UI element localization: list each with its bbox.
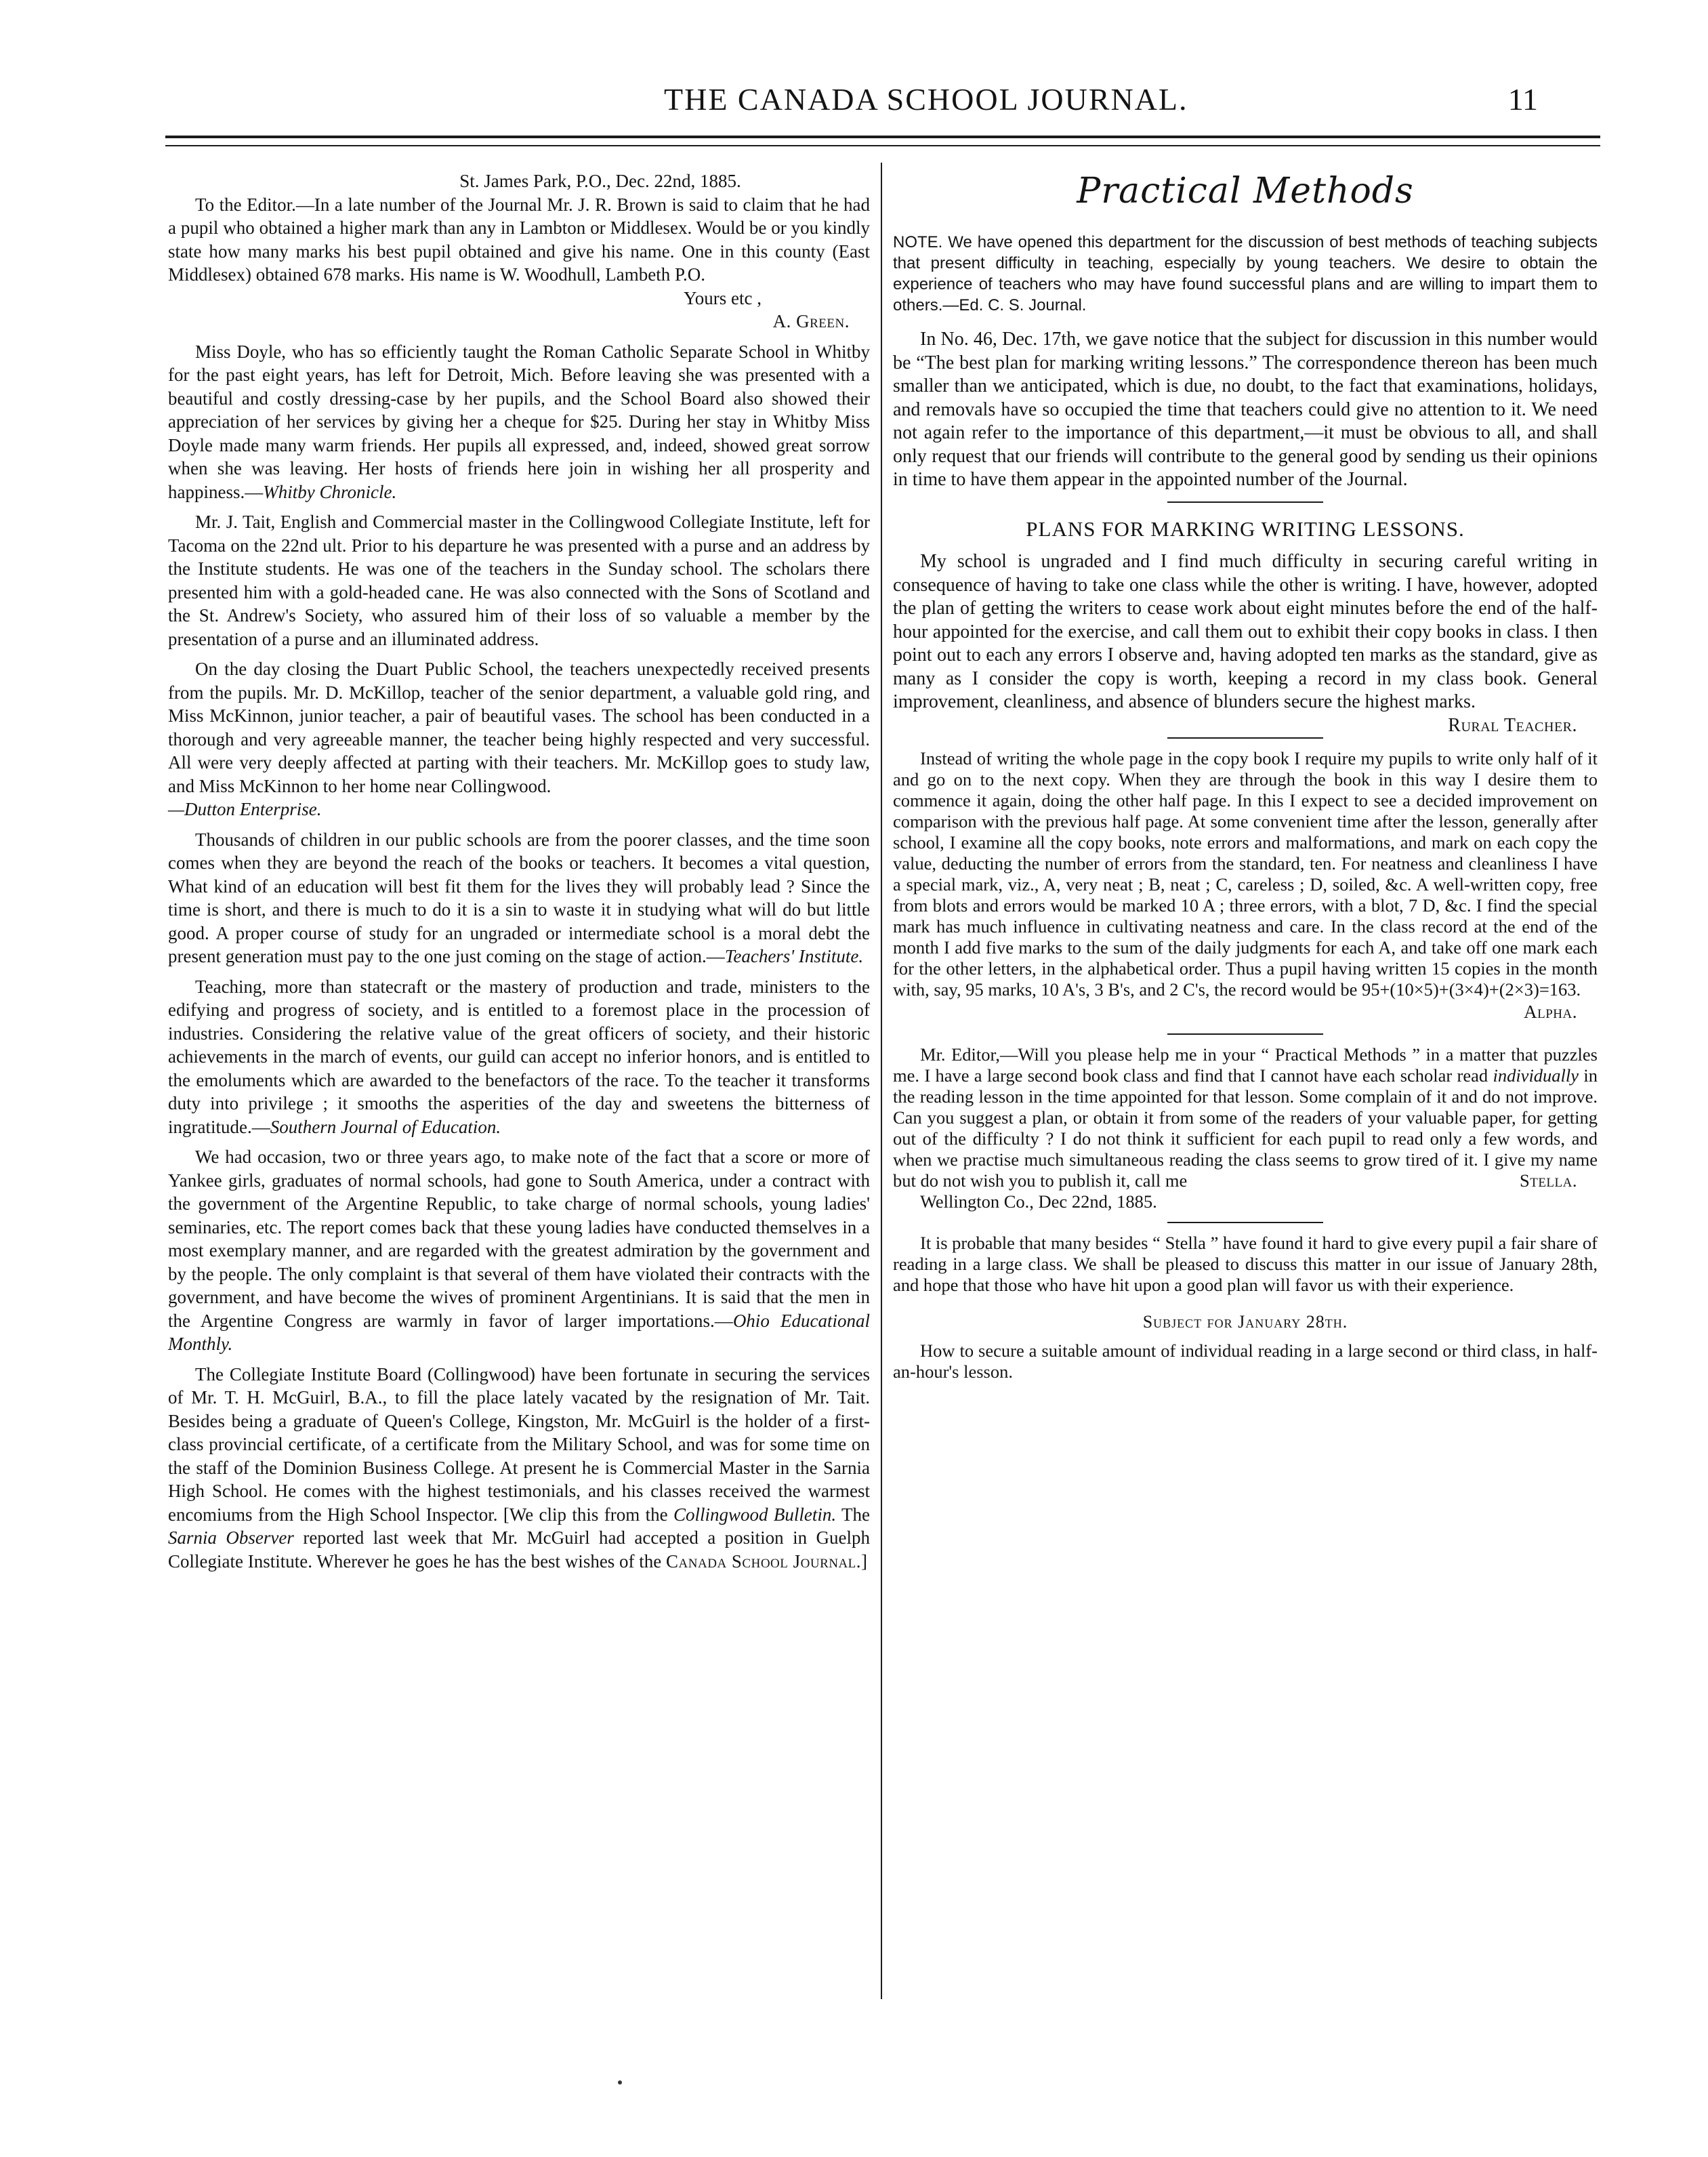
alpha-letter: Instead of writing the whole page in the copy book I require my pupils to write only half of it and go on to the next copy. When they are through the book in this way I desire them to commence it again, doing the other half page. In this I expect to see a decided improvement on comparison with the previous half page. At some convenient time after the lesson, generally after school, I examine all the copy books, note errors and malformations, and mark on each copy the value, deducting the number of errors from the standard, ten. For neatness and cleanliness I have a special mark, viz., A, very neat ; B, neat ; C, careless ; D, soiled, &c. A well-written copy, free from blots and errors would be marked 10 A ; three errors, with a blot, 7 D, &c. I find the special mark has much influence in cultivating neatness and care. In the class record at the end of the month I add five marks to the sum of the daily judgments for each A, and take off one mark each for the other letters, in the alphabetical order. Thus a pupil having written 15 copies in the month with, say, 95 marks, 10 A's, 3 B's, and 2 C's, the record would be 95+(10×5)+(3×4)+(2×3)=163. bbox=[893, 748, 1598, 1000]
letter-signature: A. Green. bbox=[772, 311, 850, 331]
argentine-text: We had occasion, two or three years ago, to make note of the fact that a score or more of Yankee girls, graduates of normal schools, had gone to South America, under a contract with the government of the Argentine Republic, to take charge of normal schools, young ladies' seminaries, etc. The report comes back that these young ladies have conducted themselves in a most exemplary manner, and are regarded with the greatest admiration by the government and by the people. The only complaint is that several of them have violated their contracts with the government, and have become the wives of prominent Argentinians. It is said that the men in the Argentine Congress are warmly in favor of larger importations.— bbox=[168, 1147, 870, 1331]
mcguirl-journal-name: Canada School Journal. bbox=[666, 1550, 862, 1571]
stella-text-a: Mr. Editor,—Will you please help me in your “ Practical Methods ” in a matter that puzzles me. I have a large second book class and find that I cannot have each scholar read bbox=[893, 1044, 1598, 1086]
intro-paragraph: In No. 46, Dec. 17th, we gave notice that the subject for discussion in this number would be “The best plan for marking writing lessons.” The correspondence thereon has been much smaller than we anticipated, which is due, no doubt, to the fact that examinations, holidays, and removals have so occupied the time that teachers could give no attention to it. We need not again refer to the importance of this department,—it must be obvious to all, and shall only request that our friends will contribute to the general good by sending us their opinions in time to have them appear in the appointed number of the Journal. bbox=[893, 329, 1598, 490]
item-thousands bbox=[168, 828, 870, 968]
header-rule-thick bbox=[165, 136, 1600, 138]
rural-teacher-letter bbox=[893, 550, 1598, 736]
editor-note: NOTE. We have opened this department for the discussion of best methods of teaching subjects that present difficulty in teaching, especially by young teachers. We desire to obtain the experience of teachers who may have found successful plans and are willing to impart them to others.—Ed. C. S. Journal. bbox=[893, 233, 1598, 314]
section-title: Practical Methods bbox=[1077, 171, 1414, 211]
rural-teacher-signature: Rural Teacher. bbox=[1448, 714, 1577, 736]
letter-dateline: St. James Park, P.O., Dec. 22nd, 1885. bbox=[459, 171, 741, 191]
print-speck bbox=[618, 2080, 622, 2084]
next-subject-heading: Subject for January 28th. bbox=[1142, 1311, 1348, 1332]
thousands-text: Thousands of children in our public schools are from the poorer classes, and the time soon comes when they are beyond the reach of the books or teachers. It becomes a vital question, What kind of an education will best fit them for the lives they will probably lead ? Since the time is short, and there is much to do it is a sin to waste it in studying what will do but little good. A proper course of study for an ungraded or intermediate school is a moral debt the present generation must pay to the one just coming on the stage of action.— bbox=[168, 829, 870, 966]
section-rule-2 bbox=[1167, 737, 1323, 739]
item-tait: Mr. J. Tait, English and Commercial master in the Collingwood Collegiate Institute, left for Tacoma on the 22nd ult. Prior to his departure he was presented with a purse and an address by the Institute students. He was one of the teachers in the Sunday school. The scholars there presented him with a gold-headed cane. He was also connected with the Sons of Scotland and the St. Andrew's Society, who assured him of their loss of so valuable a member by the presentation of a purse and an illuminated address. bbox=[168, 512, 870, 649]
letter-body: To the Editor.—In a late number of the Journal Mr. J. R. Brown is said to claim that he had a pupil who obtained a higher mark than any in Lambton or Middlesex. Would be or you kindly state how many marks his best pupil obtained and give his name. One in this county (East Middlesex) obtained 678 marks. His name is W. Woodhull, Lambeth P.O. bbox=[168, 194, 870, 285]
thousands-source: Teachers' Institute. bbox=[724, 946, 864, 966]
doyle-source: Whitby Chronicle. bbox=[263, 481, 397, 502]
item-mcguirl bbox=[168, 1363, 870, 1574]
duart-text: On the day closing the Duart Public School, the teachers unexpectedly received presents from the pupils. Mr. D. McKillop, teacher of the senior department, a valuable gold ring, and Miss McKinnon, junior teacher, a pair of beautiful vases. The school has been conducted in a thorough and very agreeable manner, the teacher being highly respected and very successful. All were very deeply affected at parting with their teachers. Mr. McKillop goes to study law, and Miss McKinnon to her home near Collingwood. bbox=[168, 659, 870, 796]
mcguirl-tail: reported last week that Mr. McGuirl had accepted a position in Guelph Collegiate Institute. Wherever he goes he has the best wishes of the bbox=[168, 1527, 870, 1571]
stella-emphasis: individually bbox=[1493, 1065, 1579, 1086]
argentine-source: Ohio Educational Monthly. bbox=[168, 1310, 870, 1354]
item-doyle bbox=[168, 340, 870, 504]
stella-letter bbox=[893, 1044, 1598, 1191]
page-number: 11 bbox=[1507, 82, 1538, 117]
mcguirl-source-bulletin: Collingwood Bulletin. bbox=[673, 1504, 837, 1525]
left-column bbox=[168, 169, 870, 1573]
editor-reply: It is probable that many besides “ Stella ” have found it hard to give every pupil a fair share of reading in a large class. We shall be pleased to discuss this matter in our issue of January 28th, and hope that those who have hit upon a good plan will favor us with their experience. bbox=[893, 1232, 1598, 1295]
item-duart bbox=[168, 657, 870, 821]
section-rule-4 bbox=[1167, 1222, 1323, 1223]
stella-place-date: Wellington Co., Dec 22nd, 1885. bbox=[920, 1191, 1157, 1212]
letter-green bbox=[168, 169, 870, 333]
duart-source: —Dutton Enterprise. bbox=[168, 799, 322, 819]
rural-teacher-text: My school is ungraded and I find much difficulty in securing careful writing in consequence of having to take one class while the other is writing. I have, however, adopted the plan of getting the writers to cease work about eight minutes before the end of the half-hour appointed for the exercise, and call them out to exhibit their copy books in class. I then point out to each any errors I observe and, having adopted ten marks as the standard, give as many as I consider the copy is worth, keeping a record in my class book. General improvement, cleanliness, and absence of blunders secure the highest marks. bbox=[893, 551, 1598, 712]
section-rule-1 bbox=[1167, 501, 1323, 503]
journal-title: THE CANADA SCHOOL JOURNAL. bbox=[664, 82, 1188, 117]
mcguirl-source-observer: Sarnia Observer bbox=[168, 1527, 294, 1548]
stella-signature: Stella. bbox=[1519, 1170, 1577, 1191]
doyle-text: Miss Doyle, who has so efficiently taught the Roman Catholic Separate School in Whitby for the past eight years, has left for Detroit, Mich. Before leaving she was presented with a beautiful and costly dressing-case by her pupils, and the School Board also showed their appreciation of her services by giving her a cheque for $25. During her stay in Whitby Miss Doyle made many warm friends. Her pupils all expressed, and, indeed, showed great sorrow when she was leaving. Her hosts of friends here join in wishing her all prosperity and happiness.— bbox=[168, 341, 870, 502]
section-rule-3 bbox=[1167, 1033, 1323, 1035]
mcguirl-middle: The bbox=[836, 1504, 870, 1525]
teaching-source: Southern Journal of Education. bbox=[270, 1116, 501, 1137]
right-column bbox=[893, 169, 1598, 1382]
mcguirl-text: The Collegiate Institute Board (Collingwood) have been fortunate in securing the services of Mr. T. H. McGuirl, B.A., to fill the place lately vacated by the resignation of Mr. Tait. Besides being a graduate of Queen's College, Kingston, Mr. McGuirl is the holder of a first-class provincial certificate, of a certificate from the Military School, and was for some time on the staff of the Dominion Business College. At present he is Commercial Master in the Sarnia High School. He comes with the highest testimonials, and his classes received the warmest encomiums from the High School Inspector. [We clip this from the bbox=[168, 1363, 870, 1525]
item-argentine bbox=[168, 1145, 870, 1356]
stella-text-b: in the reading lesson in the time appointed for that lesson. Some complain of it and do not improve. Can you suggest a plan, or obtain it from some of the readers of your valuable paper, for getting out of the difficulty ? I do not think it sufficient for each pupil to read only a few words, and when we practise much simultaneous reading the class seems to grow tired of it. I give my name but do not wish you to publish it, call me bbox=[893, 1065, 1598, 1191]
mcguirl-end: ] bbox=[861, 1550, 868, 1571]
letter-closing: Yours etc , bbox=[683, 287, 762, 308]
next-subject-text: How to secure a suitable amount of individual reading in a large second or third class, in half-an-hour's lesson. bbox=[893, 1340, 1598, 1382]
plans-headline: PLANS FOR MARKING WRITING LESSONS. bbox=[1026, 516, 1465, 541]
header-rule-thin bbox=[165, 145, 1600, 146]
item-teaching bbox=[168, 975, 870, 1139]
teaching-text: Teaching, more than statecraft or the mastery of production and trade, ministers to the edifying and progress of society, and is entitled to a foremost place in the procession of industries. Considering the relative value of the great officers of society, and their historic achievements in the march of events, our guild can accept no inferior honors, and is entitled to the emoluments which are awarded to the benefactors of the race. To the teacher it transforms duty into privilege ; it smooths the asperities of the day and sweetens the bitterness of ingratitude.— bbox=[168, 976, 870, 1137]
column-divider bbox=[881, 163, 882, 1999]
running-head bbox=[163, 81, 1545, 122]
alpha-signature: Alpha. bbox=[1524, 1002, 1577, 1022]
